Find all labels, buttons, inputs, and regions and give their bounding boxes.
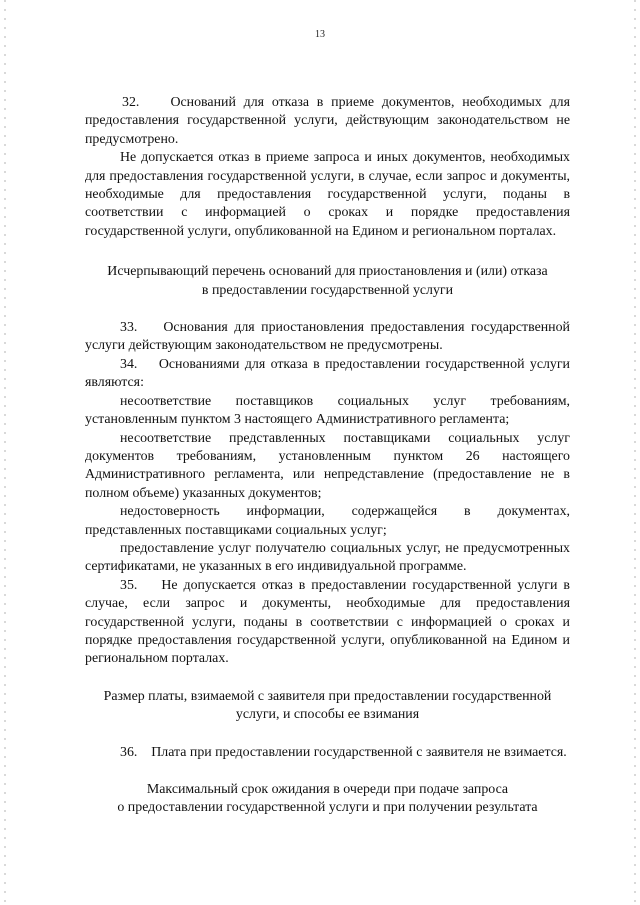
heading-line: в предоставлении государственной услуги [201, 282, 454, 298]
paragraph-33: 33. Основания для приостановления предоставления государственной услуги действующим законодательством не предусмотрены. [85, 320, 570, 354]
section-heading-refusal [85, 263, 570, 300]
heading-line: о предоставлении государственной услуги и при получении результата [117, 800, 538, 816]
paragraph-34: 34. Основаниями для отказа в предоставлении государственной услуги являются: [85, 356, 570, 391]
list-item: предоставление услуг получателю социальных услуг, не предусмотренных сертификатами, не указанных в его индивидуальной программе. [85, 540, 570, 575]
paragraph-32-continued: Не допускается отказ в приеме запроса и иных документов, необходимых для предоставления государственной услуги, в случае, если запрос и документы, необходимые для предоставления государственной услуги, поданы в соответствии с информацией о сроках и порядке предоставления государственной услуги, опубликованной на Едином и региональном порталах. [85, 150, 570, 239]
page-number: 13 [315, 29, 325, 40]
heading-line: услуги, и способы ее взимания [235, 707, 420, 723]
section-heading-fee [85, 688, 570, 725]
paragraph-35: 35. Не допускается отказ в предоставлении государственной услуги в случае, если запрос и документы, необходимые для предоставления государственной услуги, поданы в соответствии с информацией о сроках и порядке предоставления государственной услуги, опубликованной на Едином и региональном порталах. [85, 577, 570, 667]
section-heading-queue [85, 781, 570, 818]
list-item: несоответствие поставщиков социальных услуг требованиям, установленным пунктом 3 настоящего Административного регламента; [85, 393, 570, 428]
paragraph-36: 36. Плата при предоставлении государственной с заявителя не взимается. [120, 744, 567, 760]
heading-line: Размер платы, взимаемой с заявителя при предоставлении государственной [103, 688, 552, 704]
heading-line: Исчерпывающий перечень оснований для приостановления и (или) отказа [107, 264, 548, 280]
right-scan-margin [634, 0, 636, 905]
left-scan-margin [4, 0, 6, 905]
heading-line: Максимальный срок ожидания в очереди при подаче запроса [146, 782, 509, 797]
list-item: несоответствие представленных поставщиками социальных услуг документов требованиям, установленным пунктом 26 настоящего Административного регламента, или непредставление (предоставление не в полном объеме) указанных документов; [85, 430, 570, 501]
document-body [85, 94, 570, 818]
paragraph-32: 32. Оснований для отказа в приеме документов, необходимых для предоставления государственной услуги, действующим законодательством не предусмотрено. [85, 95, 570, 147]
list-item: недостоверность информации, содержащейся в документах, представленных поставщиками социальных услуг; [85, 504, 570, 538]
